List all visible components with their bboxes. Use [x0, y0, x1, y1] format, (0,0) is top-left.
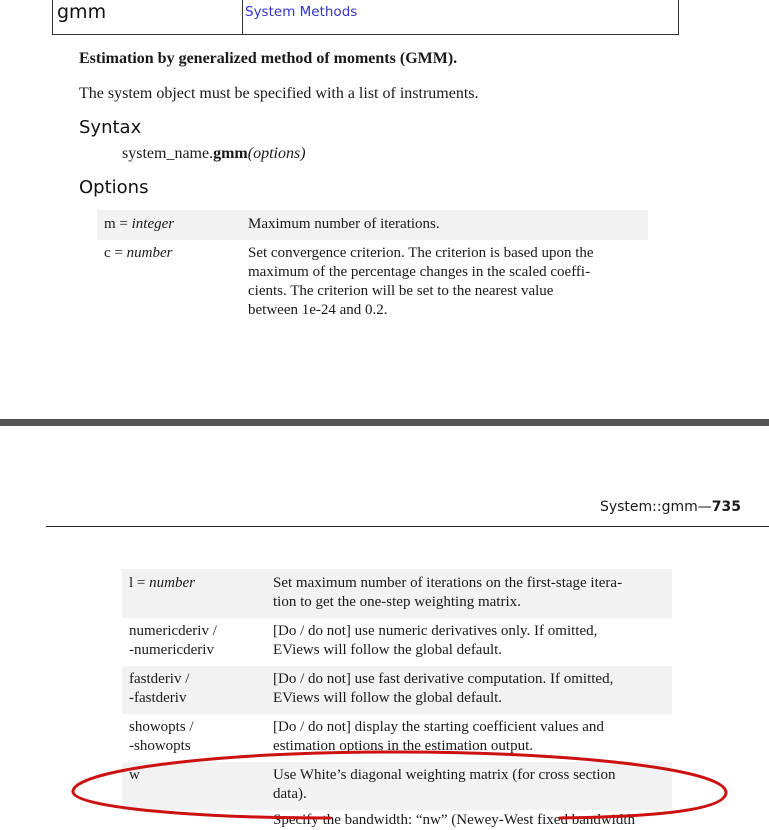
- header-divider: [242, 0, 243, 34]
- command-name: gmm: [57, 1, 107, 23]
- option-desc-line: Use White’s diagonal weighting matrix (for cross section: [273, 767, 616, 783]
- option-row-w: [122, 762, 672, 810]
- running-head-rule: [46, 526, 769, 527]
- option-row-numericderiv: [122, 618, 672, 666]
- option-key-line: -numericderiv: [129, 642, 214, 658]
- system-methods-link[interactable]: System Methods: [245, 4, 358, 20]
- syntax-command: gmm: [213, 145, 248, 162]
- page-number: 735: [711, 499, 741, 515]
- option-desc-line: Specify the bandwidth: “nw” (Newey-West fixed bandwidth: [273, 812, 636, 828]
- option-row-l: [122, 569, 672, 618]
- option-row-m: [97, 210, 648, 240]
- option-row-bandwidth: [122, 810, 672, 828]
- option-desc-line: cients. The criterion will be set to the nearest value: [248, 283, 554, 299]
- running-head: [600, 499, 741, 515]
- option-desc-line: [Do / do not] use fast derivative computation. If omitted,: [273, 671, 614, 687]
- syntax-args: (options): [247, 145, 306, 162]
- syntax-line: [122, 145, 306, 163]
- options-heading: Options: [79, 177, 149, 198]
- syntax-prefix: system_name.: [122, 145, 214, 162]
- option-desc-line: Set maximum number of iterations on the first-stage itera-: [273, 575, 623, 591]
- option-key-line: w: [129, 767, 140, 783]
- option-key-line: -showopts: [129, 738, 191, 754]
- option-desc-line: maximum of the percentage changes in the scaled coeffi-: [248, 264, 591, 280]
- syntax-heading: Syntax: [79, 117, 142, 138]
- command-header-box: [52, 0, 679, 35]
- option-key-line: -fastderiv: [129, 690, 187, 706]
- page-break-bar: [0, 419, 769, 426]
- option-row-c: [97, 240, 648, 324]
- option-key: l = number: [129, 575, 195, 591]
- option-key-line: showopts /: [129, 719, 194, 735]
- option-key: m = integer: [104, 216, 175, 232]
- option-key-line: fastderiv /: [129, 671, 190, 687]
- option-desc-line: Set convergence criterion. The criterion is based upon the: [248, 245, 594, 261]
- intro-paragraph: The system object must be specified with a list of instruments.: [79, 85, 479, 102]
- option-desc-line: tion to get the one-step weighting matrix.: [273, 594, 521, 610]
- option-desc-line: EViews will follow the global default.: [273, 690, 503, 706]
- option-desc-line: [Do / do not] display the starting coefficient values and: [273, 719, 604, 735]
- option-key: c = number: [104, 245, 173, 261]
- option-desc-line: data).: [273, 786, 307, 802]
- option-row-showopts: [122, 714, 672, 762]
- option-desc-line: estimation options in the estimation output.: [273, 738, 533, 754]
- option-desc-line: between 1e-24 and 0.2.: [248, 302, 388, 318]
- option-row-fastderiv: [122, 666, 672, 714]
- option-desc-line: EViews will follow the global default.: [273, 642, 503, 658]
- option-desc: Maximum number of iterations.: [248, 216, 440, 232]
- option-desc-line: [Do / do not] use numeric derivatives only. If omitted,: [273, 623, 598, 639]
- option-key-line: numericderiv /: [129, 623, 217, 639]
- running-head-text: System::gmm—: [599, 499, 712, 515]
- lead-sentence: Estimation by generalized method of moments (GMM).: [79, 50, 458, 67]
